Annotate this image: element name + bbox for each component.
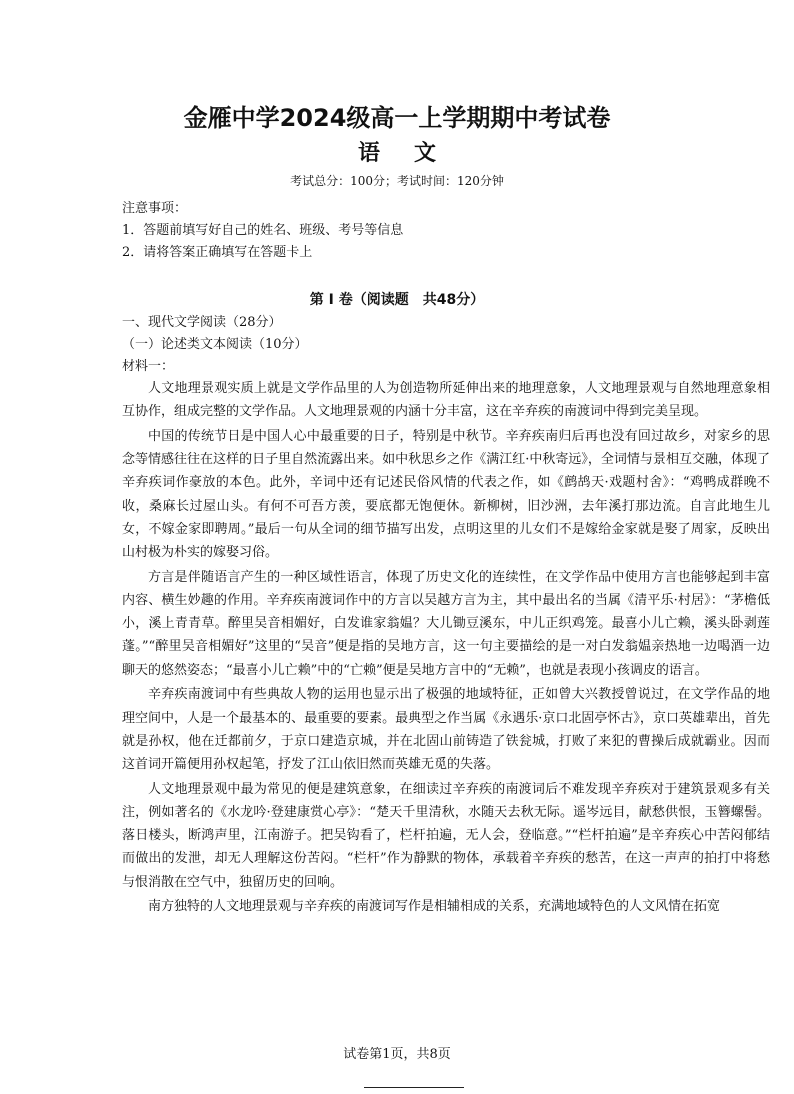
subpart-heading: （一）论述类文本阅读（10分） — [122, 337, 308, 352]
footer-divider — [364, 1087, 464, 1088]
subject-title: 语文 — [357, 141, 470, 166]
material-label: 材料一： — [122, 359, 175, 374]
article-body — [122, 377, 770, 920]
notice-item: 1．答题前填写好自己的姓名、班级、考号等信息 — [122, 223, 404, 238]
notice-item: 2．请将答案正确填写在答题卡上 — [122, 245, 313, 260]
paragraph: 人文地理景观实质上就是文学作品里的人为创造物所延伸出来的地理意象，人文地理景观与自然地理意象相互协作，组成完整的文学作品。人文地理景观的内涵十分丰富，这在辛弃疾的南渡词中得到完美呈现。 — [122, 381, 770, 420]
notice-label: 注意事项： — [122, 201, 188, 216]
paragraph: 辛弃疾南渡词中有些典故人物的运用也显示出了极强的地域特征，正如曾大兴教授曾说过，在文学作品的地理空间中，人是一个最基本的、最重要的要素。最典型之作当属《永遇乐·京口北固亭怀古》，京口英雄辈出，首先就是孙权，他在迁都前夕，于京口建造京城，并在北固山前铸造了铁瓮城，打败了来犯的曹操后成就霸业。因而这首词开篇便用孙权起笔，抒发了江山依旧然而英雄无觅的失落。 — [122, 687, 770, 773]
section-title: 第 Ⅰ 卷（阅读题 共48分） — [309, 292, 485, 308]
paragraph: 南方独特的人文地理景观与辛弃疾的南渡词写作是相辅相成的关系，充满地域特色的人文风情在拓宽 — [148, 899, 721, 915]
paragraph: 方言是伴随语言产生的一种区域性语言，体现了历史文化的连续性，在文学作品中使用方言也能够起到丰富内容、横生妙趣的作用。辛弃疾南渡词作中的方言以吴越方言为主，其中最出名的当属《清平乐·村居》：“茅檐低小，溪上青青草。醉里吴音相媚好，白发谁家翁媪？大儿锄豆溪东，中儿正织鸡笼。最喜小儿亡赖，溪头卧剥莲蓬。”“醉里吴音相媚好”这里的“吴音”便是指的吴地方言，这一句主要描绘的是一对白发翁媪亲热地一边喝酒一边聊天的悠然姿态；“最喜小儿亡赖”中的“亡赖”便是吴地方言中的“无赖”，也就是表现小孩调皮的语言。 — [122, 569, 770, 678]
exam-title: 金雁中学2024级高一上学期期中考试卷 — [183, 104, 611, 132]
page-number: 试卷第1页，共8页 — [343, 1047, 451, 1062]
exam-info: 考试总分：100分；考试时间：120分钟 — [290, 174, 504, 188]
paragraph: 中国的传统节日是中国人心中最重要的日子，特别是中秋节。辛弃疾南归后再也没有回过故乡，对家乡的思念等情感往往在这样的日子里自然流露出来。如中秋思乡之作《满江红·中秋寄远》，全词情与景相互交融，体现了辛弃疾词作豪放的本色。此外，辛词中还有记述民俗风情的代表之作，如《鹧鸪天·戏题村舍》：“鸡鸭成群晚不收，桑麻长过屋山头。有何不可吾方羡，要底都无饱便休。新柳树，旧沙洲，去年溪打那边流。自言此地生儿女，不嫁金家即聘周。”最后一句从全词的细节描写出发，点明这里的儿女们不是嫁给金家就是娶了周家，反映出山村极为朴实的嫁娶习俗。 — [122, 429, 770, 561]
part-heading: 一、现代文学阅读（28分） — [122, 315, 282, 330]
paragraph: 人文地理景观中最为常见的便是建筑意象，在细读过辛弃疾的南渡词后不难发现辛弃疾对于建筑景观多有关注，例如著名的《水龙吟·登建康赏心亭》：“楚天千里清秋，水随天去秋无际。遥岑远目，献愁供恨，玉簪螺髻。落日楼头，断鸿声里，江南游子。把吴钩看了，栏杆拍遍，无人会，登临意。”“栏杆拍遍”是辛弃疾心中苦闷郁结而做出的发泄，却无人理解这份苦闷。“栏杆”作为静默的物体，承载着辛弃疾的愁苦，在这一声声的拍打中将愁与恨消散在空气中，独留历史的回响。 — [122, 781, 770, 890]
